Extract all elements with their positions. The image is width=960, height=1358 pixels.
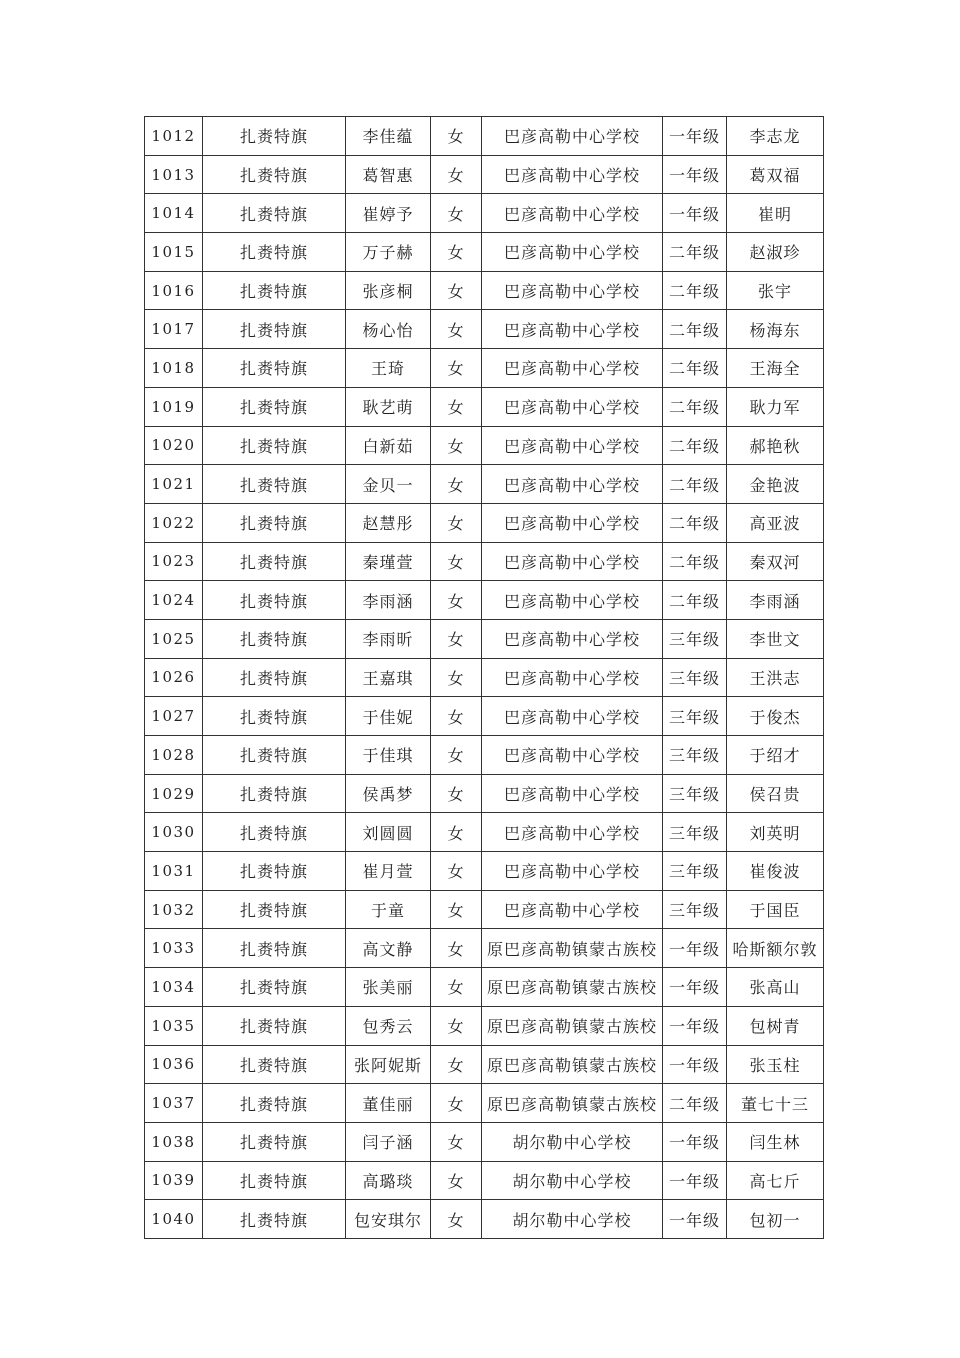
school-cell: 巴彦高勒中心学校: [482, 658, 663, 697]
table-row: [145, 194, 824, 233]
name-cell: 高璐琰: [346, 1161, 431, 1200]
table-row: [145, 349, 824, 388]
name-cell: 赵慧彤: [346, 503, 431, 542]
id-cell: 1014: [145, 194, 203, 233]
table-row: [145, 1200, 824, 1239]
name-cell: 张美丽: [346, 968, 431, 1007]
id-cell: 1035: [145, 1006, 203, 1045]
guardian-cell: 于国臣: [727, 890, 824, 929]
school-cell: 胡尔勒中心学校: [482, 1122, 663, 1161]
school-cell: 巴彦高勒中心学校: [482, 619, 663, 658]
banner-cell: 扎赉特旗: [203, 194, 346, 233]
grade-cell: 一年级: [663, 117, 727, 156]
name-cell: 崔婷予: [346, 194, 431, 233]
name-cell: 包安琪尔: [346, 1200, 431, 1239]
gender-cell: 女: [431, 658, 482, 697]
school-cell: 原巴彦高勒镇蒙古族校: [482, 1084, 663, 1123]
school-cell: 巴彦高勒中心学校: [482, 349, 663, 388]
id-cell: 1017: [145, 310, 203, 349]
grade-cell: 二年级: [663, 1084, 727, 1123]
banner-cell: 扎赉特旗: [203, 852, 346, 891]
id-cell: 1018: [145, 349, 203, 388]
grade-cell: 一年级: [663, 1006, 727, 1045]
gender-cell: 女: [431, 387, 482, 426]
banner-cell: 扎赉特旗: [203, 1084, 346, 1123]
guardian-cell: 葛双福: [727, 155, 824, 194]
banner-cell: 扎赉特旗: [203, 155, 346, 194]
table-row: [145, 774, 824, 813]
gender-cell: 女: [431, 1084, 482, 1123]
id-cell: 1023: [145, 542, 203, 581]
student-table: [144, 116, 824, 1239]
school-cell: 巴彦高勒中心学校: [482, 542, 663, 581]
grade-cell: 一年级: [663, 194, 727, 233]
banner-cell: 扎赉特旗: [203, 1045, 346, 1084]
banner-cell: 扎赉特旗: [203, 117, 346, 156]
school-cell: 巴彦高勒中心学校: [482, 852, 663, 891]
name-cell: 于佳琪: [346, 736, 431, 775]
school-cell: 巴彦高勒中心学校: [482, 117, 663, 156]
guardian-cell: 崔俊波: [727, 852, 824, 891]
school-cell: 巴彦高勒中心学校: [482, 310, 663, 349]
school-cell: 巴彦高勒中心学校: [482, 233, 663, 272]
table-row: [145, 736, 824, 775]
table-row: [145, 1045, 824, 1084]
id-cell: 1019: [145, 387, 203, 426]
id-cell: 1025: [145, 619, 203, 658]
school-cell: 巴彦高勒中心学校: [482, 387, 663, 426]
name-cell: 葛智惠: [346, 155, 431, 194]
school-cell: 巴彦高勒中心学校: [482, 155, 663, 194]
banner-cell: 扎赉特旗: [203, 542, 346, 581]
name-cell: 于佳妮: [346, 697, 431, 736]
id-cell: 1022: [145, 503, 203, 542]
table-row: [145, 426, 824, 465]
name-cell: 包秀云: [346, 1006, 431, 1045]
name-cell: 张彦桐: [346, 271, 431, 310]
banner-cell: 扎赉特旗: [203, 968, 346, 1007]
school-cell: 巴彦高勒中心学校: [482, 697, 663, 736]
grade-cell: 二年级: [663, 310, 727, 349]
table-row: [145, 619, 824, 658]
banner-cell: 扎赉特旗: [203, 697, 346, 736]
id-cell: 1027: [145, 697, 203, 736]
name-cell: 金贝一: [346, 465, 431, 504]
id-cell: 1037: [145, 1084, 203, 1123]
banner-cell: 扎赉特旗: [203, 658, 346, 697]
id-cell: 1026: [145, 658, 203, 697]
gender-cell: 女: [431, 194, 482, 233]
name-cell: 崔月萱: [346, 852, 431, 891]
gender-cell: 女: [431, 1200, 482, 1239]
banner-cell: 扎赉特旗: [203, 426, 346, 465]
name-cell: 于童: [346, 890, 431, 929]
guardian-cell: 崔明: [727, 194, 824, 233]
grade-cell: 二年级: [663, 465, 727, 504]
gender-cell: 女: [431, 426, 482, 465]
id-cell: 1028: [145, 736, 203, 775]
name-cell: 闫子涵: [346, 1122, 431, 1161]
school-cell: 巴彦高勒中心学校: [482, 503, 663, 542]
gender-cell: 女: [431, 117, 482, 156]
gender-cell: 女: [431, 1045, 482, 1084]
table-row: [145, 813, 824, 852]
id-cell: 1040: [145, 1200, 203, 1239]
gender-cell: 女: [431, 349, 482, 388]
grade-cell: 三年级: [663, 697, 727, 736]
school-cell: 巴彦高勒中心学校: [482, 465, 663, 504]
guardian-cell: 包初一: [727, 1200, 824, 1239]
guardian-cell: 杨海东: [727, 310, 824, 349]
gender-cell: 女: [431, 968, 482, 1007]
banner-cell: 扎赉特旗: [203, 619, 346, 658]
table-row: [145, 658, 824, 697]
table-row: [145, 1161, 824, 1200]
banner-cell: 扎赉特旗: [203, 1122, 346, 1161]
grade-cell: 一年级: [663, 1122, 727, 1161]
grade-cell: 三年级: [663, 736, 727, 775]
table-body: [145, 117, 824, 1239]
banner-cell: 扎赉特旗: [203, 465, 346, 504]
id-cell: 1016: [145, 271, 203, 310]
banner-cell: 扎赉特旗: [203, 387, 346, 426]
id-cell: 1030: [145, 813, 203, 852]
table-row: [145, 968, 824, 1007]
grade-cell: 二年级: [663, 233, 727, 272]
gender-cell: 女: [431, 155, 482, 194]
banner-cell: 扎赉特旗: [203, 310, 346, 349]
gender-cell: 女: [431, 813, 482, 852]
table-row: [145, 117, 824, 156]
school-cell: 巴彦高勒中心学校: [482, 271, 663, 310]
id-cell: 1032: [145, 890, 203, 929]
grade-cell: 一年级: [663, 929, 727, 968]
gender-cell: 女: [431, 697, 482, 736]
id-cell: 1034: [145, 968, 203, 1007]
banner-cell: 扎赉特旗: [203, 736, 346, 775]
guardian-cell: 哈斯额尔敦: [727, 929, 824, 968]
guardian-cell: 张高山: [727, 968, 824, 1007]
name-cell: 董佳丽: [346, 1084, 431, 1123]
grade-cell: 二年级: [663, 503, 727, 542]
id-cell: 1021: [145, 465, 203, 504]
name-cell: 秦瑾萱: [346, 542, 431, 581]
name-cell: 白新茹: [346, 426, 431, 465]
gender-cell: 女: [431, 581, 482, 620]
guardian-cell: 刘英明: [727, 813, 824, 852]
guardian-cell: 王海全: [727, 349, 824, 388]
name-cell: 万子赫: [346, 233, 431, 272]
gender-cell: 女: [431, 465, 482, 504]
school-cell: 原巴彦高勒镇蒙古族校: [482, 929, 663, 968]
name-cell: 李佳蕴: [346, 117, 431, 156]
table-row: [145, 697, 824, 736]
name-cell: 李雨昕: [346, 619, 431, 658]
banner-cell: 扎赉特旗: [203, 1200, 346, 1239]
school-cell: 巴彦高勒中心学校: [482, 426, 663, 465]
guardian-cell: 郝艳秋: [727, 426, 824, 465]
gender-cell: 女: [431, 233, 482, 272]
guardian-cell: 闫生林: [727, 1122, 824, 1161]
id-cell: 1029: [145, 774, 203, 813]
grade-cell: 三年级: [663, 774, 727, 813]
school-cell: 巴彦高勒中心学校: [482, 813, 663, 852]
name-cell: 耿艺萌: [346, 387, 431, 426]
gender-cell: 女: [431, 619, 482, 658]
guardian-cell: 包树青: [727, 1006, 824, 1045]
table-row: [145, 271, 824, 310]
name-cell: 刘圆圆: [346, 813, 431, 852]
table-row: [145, 155, 824, 194]
gender-cell: 女: [431, 503, 482, 542]
table-row: [145, 387, 824, 426]
guardian-cell: 王洪志: [727, 658, 824, 697]
id-cell: 1020: [145, 426, 203, 465]
guardian-cell: 高亚波: [727, 503, 824, 542]
name-cell: 张阿妮斯: [346, 1045, 431, 1084]
gender-cell: 女: [431, 1161, 482, 1200]
banner-cell: 扎赉特旗: [203, 774, 346, 813]
school-cell: 巴彦高勒中心学校: [482, 194, 663, 233]
school-cell: 巴彦高勒中心学校: [482, 774, 663, 813]
gender-cell: 女: [431, 1122, 482, 1161]
banner-cell: 扎赉特旗: [203, 1006, 346, 1045]
banner-cell: 扎赉特旗: [203, 581, 346, 620]
table-row: [145, 503, 824, 542]
grade-cell: 三年级: [663, 852, 727, 891]
gender-cell: 女: [431, 929, 482, 968]
banner-cell: 扎赉特旗: [203, 349, 346, 388]
guardian-cell: 金艳波: [727, 465, 824, 504]
school-cell: 胡尔勒中心学校: [482, 1200, 663, 1239]
table-row: [145, 1006, 824, 1045]
grade-cell: 三年级: [663, 813, 727, 852]
gender-cell: 女: [431, 1006, 482, 1045]
grade-cell: 二年级: [663, 426, 727, 465]
id-cell: 1013: [145, 155, 203, 194]
id-cell: 1033: [145, 929, 203, 968]
guardian-cell: 耿力军: [727, 387, 824, 426]
guardian-cell: 李志龙: [727, 117, 824, 156]
id-cell: 1031: [145, 852, 203, 891]
grade-cell: 二年级: [663, 581, 727, 620]
grade-cell: 一年级: [663, 1200, 727, 1239]
guardian-cell: 张宇: [727, 271, 824, 310]
grade-cell: 一年级: [663, 155, 727, 194]
name-cell: 王嘉琪: [346, 658, 431, 697]
id-cell: 1039: [145, 1161, 203, 1200]
name-cell: 高文静: [346, 929, 431, 968]
school-cell: 胡尔勒中心学校: [482, 1161, 663, 1200]
banner-cell: 扎赉特旗: [203, 890, 346, 929]
banner-cell: 扎赉特旗: [203, 233, 346, 272]
name-cell: 王琦: [346, 349, 431, 388]
grade-cell: 三年级: [663, 619, 727, 658]
school-cell: 巴彦高勒中心学校: [482, 581, 663, 620]
school-cell: 巴彦高勒中心学校: [482, 890, 663, 929]
guardian-cell: 李世文: [727, 619, 824, 658]
name-cell: 李雨涵: [346, 581, 431, 620]
table-row: [145, 542, 824, 581]
id-cell: 1015: [145, 233, 203, 272]
table-row: [145, 233, 824, 272]
table-row: [145, 929, 824, 968]
id-cell: 1012: [145, 117, 203, 156]
table-row: [145, 581, 824, 620]
school-cell: 原巴彦高勒镇蒙古族校: [482, 1045, 663, 1084]
grade-cell: 二年级: [663, 542, 727, 581]
grade-cell: 三年级: [663, 890, 727, 929]
id-cell: 1024: [145, 581, 203, 620]
table-row: [145, 1122, 824, 1161]
id-cell: 1038: [145, 1122, 203, 1161]
gender-cell: 女: [431, 542, 482, 581]
name-cell: 杨心怡: [346, 310, 431, 349]
id-cell: 1036: [145, 1045, 203, 1084]
grade-cell: 一年级: [663, 1161, 727, 1200]
table-row: [145, 465, 824, 504]
gender-cell: 女: [431, 736, 482, 775]
grade-cell: 一年级: [663, 968, 727, 1007]
gender-cell: 女: [431, 852, 482, 891]
guardian-cell: 董七十三: [727, 1084, 824, 1123]
guardian-cell: 高七斤: [727, 1161, 824, 1200]
gender-cell: 女: [431, 271, 482, 310]
gender-cell: 女: [431, 890, 482, 929]
guardian-cell: 张玉柱: [727, 1045, 824, 1084]
name-cell: 侯禹梦: [346, 774, 431, 813]
gender-cell: 女: [431, 310, 482, 349]
guardian-cell: 于俊杰: [727, 697, 824, 736]
guardian-cell: 李雨涵: [727, 581, 824, 620]
banner-cell: 扎赉特旗: [203, 271, 346, 310]
table-row: [145, 1084, 824, 1123]
banner-cell: 扎赉特旗: [203, 813, 346, 852]
guardian-cell: 秦双河: [727, 542, 824, 581]
grade-cell: 二年级: [663, 349, 727, 388]
banner-cell: 扎赉特旗: [203, 1161, 346, 1200]
school-cell: 巴彦高勒中心学校: [482, 736, 663, 775]
gender-cell: 女: [431, 774, 482, 813]
guardian-cell: 赵淑珍: [727, 233, 824, 272]
grade-cell: 一年级: [663, 1045, 727, 1084]
guardian-cell: 于绍才: [727, 736, 824, 775]
table-row: [145, 852, 824, 891]
table-row: [145, 890, 824, 929]
school-cell: 原巴彦高勒镇蒙古族校: [482, 968, 663, 1007]
banner-cell: 扎赉特旗: [203, 929, 346, 968]
grade-cell: 二年级: [663, 271, 727, 310]
grade-cell: 二年级: [663, 387, 727, 426]
school-cell: 原巴彦高勒镇蒙古族校: [482, 1006, 663, 1045]
table-row: [145, 310, 824, 349]
guardian-cell: 侯召贵: [727, 774, 824, 813]
grade-cell: 三年级: [663, 658, 727, 697]
banner-cell: 扎赉特旗: [203, 503, 346, 542]
